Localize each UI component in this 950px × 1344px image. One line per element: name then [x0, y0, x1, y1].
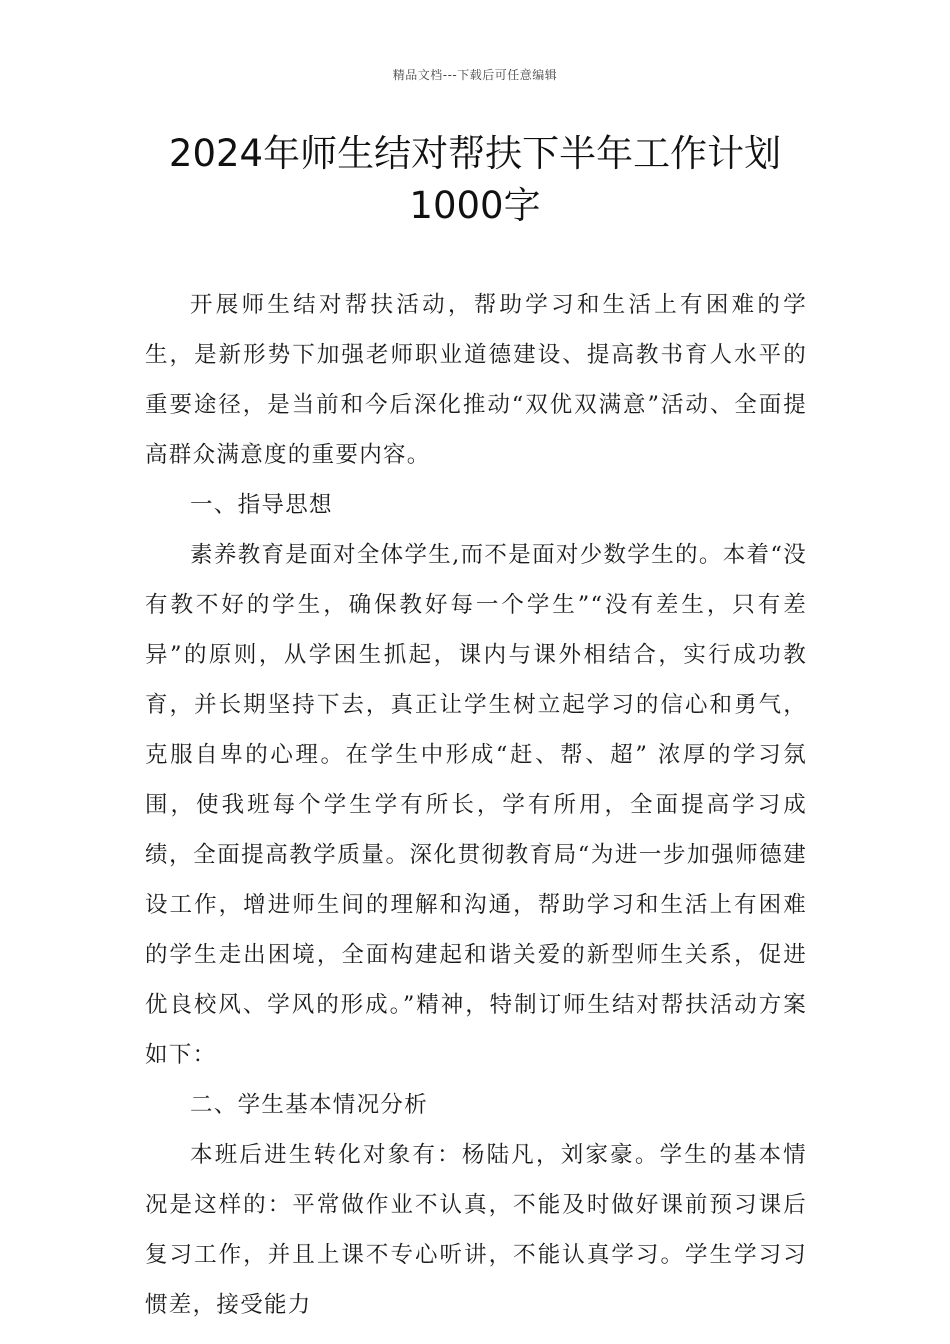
document-body — [145, 280, 807, 1330]
document-title — [110, 128, 840, 232]
section-heading-student-analysis: 二、学生基本情况分析 — [190, 1092, 429, 1118]
header-note: 精品文档---下载后可任意编辑 — [392, 68, 558, 82]
section-heading-guiding-ideology: 一、指导思想 — [190, 492, 333, 518]
intro-paragraph: 开展师生结对帮扶活动，帮助学习和生活上有困难的学生，是新形势下加强老师职业道德建设、提高教书育人水平的重要途径，是当前和今后深化推动“双优双满意”活动、全面提高群众满意度的重要内容。 — [145, 292, 807, 468]
title-line-1: 2024年师生结对帮扶下半年工作计划 — [168, 132, 782, 175]
student-analysis-paragraph: 本班后进生转化对象有：杨陆凡，刘家豪。学生的基本情况是这样的：平常做作业不认真，不能及时做好课前预习课后复习工作，并且上课不专心听讲，不能认真学习。学生学习习惯差，接受能力 — [145, 1142, 807, 1318]
title-line-2: 1000字 — [409, 184, 541, 227]
guiding-ideology-paragraph: 素养教育是面对全体学生,而不是面对少数学生的。本着“没有教不好的学生，确保教好每一个学生”“没有差生，只有差异”的原则，从学困生抓起，课内与课外相结合，实行成功教育，并长期坚持下去，真正让学生树立起学习的信心和勇气，克服自卑的心理。在学生中形成“赶、帮、超” 浓厚的学习氛围，使我班每个学生学有所长，学有所用，全面提高学习成绩，全面提高教学质量。深化贯彻教育局“为进一步加强师德建设工作，增进师生间的理解和沟通，帮助学习和生活上有困难的学生走出困境，全面构建起和谐关爱的新型师生关系，促进优良校风、学风的形成。”精神，特制订师生结对帮扶活动方案如下： — [145, 542, 807, 1068]
